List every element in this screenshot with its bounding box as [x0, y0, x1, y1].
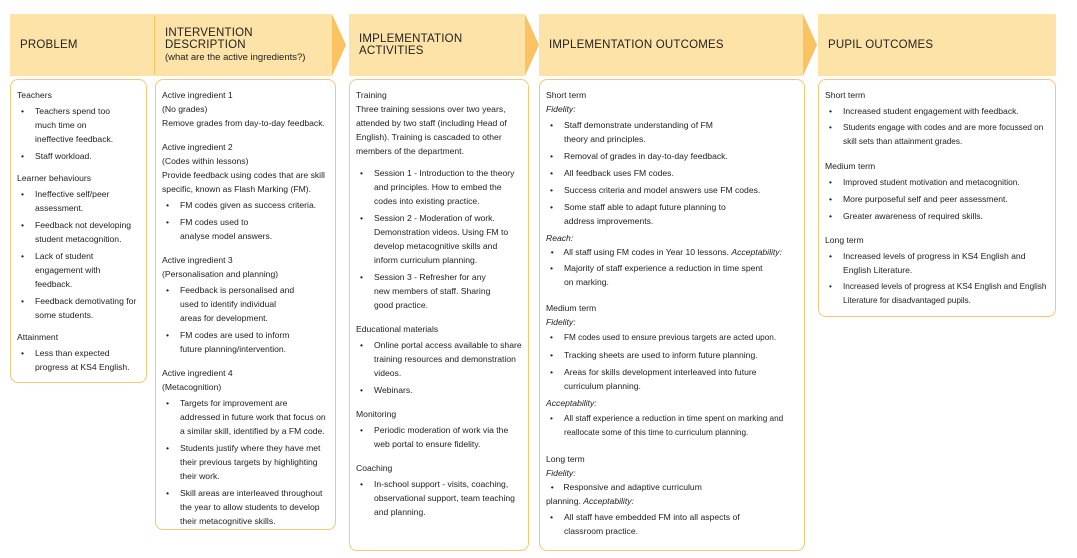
- pupil-medium-list: [825, 175, 1049, 223]
- list-item: • All staff have embedded FM into all aspects of classroom practice.: [546, 510, 798, 538]
- header-title: IMPLEMENTATION OUTCOMES: [549, 39, 724, 51]
- pupil-short-section: [825, 88, 1049, 149]
- arrow-chevron: [332, 14, 346, 76]
- list-item: • Students engage with codes and are more focussed on skill sets than attainment grades.: [825, 121, 1049, 149]
- pupil-outcomes-box: [818, 79, 1056, 317]
- ai4-list: [162, 396, 329, 528]
- list-item: • Students justify where they have met their previous targets by highlighting their work.: [162, 441, 329, 483]
- section-title: Long term: [546, 454, 585, 464]
- pupil-medium-section: [825, 159, 1049, 223]
- list-item: • Greater awareness of required skills.: [825, 209, 1049, 223]
- list-item: • Tracking sheets are used to inform future planning.: [546, 348, 798, 362]
- materials-list: [356, 338, 522, 397]
- acceptability-label: Acceptability:: [546, 398, 597, 408]
- list-item: • All staff experience a reduction in time spent on marking and reallocate some of this time to curriculum planning.: [546, 412, 798, 440]
- section-title: Medium term: [825, 161, 876, 171]
- list-item: • Success criteria and model answers use FM codes.: [546, 183, 798, 197]
- attainment-list: [17, 346, 140, 374]
- coaching-section: [356, 461, 522, 519]
- section-title: Educational materials: [356, 324, 439, 334]
- list-item: • Majority of staff experience a reduction in time spent on marking.: [546, 261, 798, 289]
- impl-long-section: [546, 452, 798, 538]
- header-title: IMPLEMENTATION ACTIVITIES: [359, 33, 463, 57]
- list-item: • Some staff able to adapt future planning to address improvements.: [546, 200, 798, 228]
- header-subtitle: (what are the active ingredients?): [165, 52, 306, 63]
- arrow-chevron: [525, 14, 539, 76]
- section-text: Three training sessions over two years, attended by two staff (including Head of English). Training is cascaded to other members of the department.: [356, 104, 507, 156]
- ai2-list: [162, 198, 329, 243]
- list-item: • Session 3 - Refresher for any new members of staff. Sharing good practice.: [356, 270, 522, 312]
- list-item: • Staff workload.: [17, 149, 140, 163]
- monitoring-list: [356, 423, 522, 451]
- section-title: Coaching: [356, 463, 393, 473]
- list-item: • More purposeful self and peer assessment.: [825, 192, 1049, 206]
- header-activities: [349, 14, 525, 76]
- list-item: • Removal of grades in day-to-day feedback.: [546, 149, 798, 163]
- ai1-section: [162, 88, 329, 130]
- list-item: • Session 2 - Moderation of work. Demonstration videos. Using FM to develop metacognitive skills and inform curriculum planning.: [356, 211, 522, 267]
- intervention-box: [155, 79, 336, 530]
- list-item: • Areas for skills development interleaved into future curriculum planning.: [546, 365, 798, 393]
- section-title: Learner behaviours: [17, 173, 92, 183]
- section-title: Short term: [825, 90, 866, 100]
- header-problem: [10, 14, 154, 76]
- list-item: • Session 1 - Introduction to the theory and principles. How to embed the codes into existing practice.: [356, 166, 522, 208]
- header-title: PROBLEM: [20, 39, 78, 51]
- list-item: • Less than expected progress at KS4 English.: [17, 346, 140, 374]
- impl-outcomes-box: [539, 79, 805, 551]
- list-item: • Increased levels of progress in KS4 English and English Literature.: [825, 249, 1049, 277]
- section-subtitle: (Metacognition): [162, 382, 222, 392]
- section-title: Monitoring: [356, 409, 397, 419]
- list-item: • Online portal access available to share training resources and demonstration videos.: [356, 338, 522, 380]
- problem-box: [10, 79, 147, 383]
- impl-medium-section: [546, 301, 798, 440]
- list-item: • Improved student motivation and metacognition.: [825, 175, 1049, 189]
- list-item: • Feedback not developing student metacognition.: [17, 218, 140, 246]
- list-item: • In-school support - visits, coaching, observational support, team teaching and planning.: [356, 477, 522, 519]
- ai2-section: [162, 140, 329, 243]
- reach-label: Reach:: [546, 233, 574, 243]
- section-text: Remove grades from day-to-day feedback.: [162, 118, 325, 128]
- section-title: Active ingredient 3: [162, 255, 233, 265]
- training-section: [356, 88, 522, 312]
- reach-text: All staff using FM codes in Year 10 lessons.: [563, 247, 729, 257]
- acceptability-label: Acceptability:: [731, 247, 782, 257]
- list-item: • FM codes are used to inform future planning/intervention.: [162, 328, 329, 356]
- fidelity-label: Fidelity:: [546, 468, 576, 478]
- list-item: • Feedback is personalised and used to identify individual areas for development.: [162, 283, 329, 325]
- section-title: Medium term: [546, 303, 597, 313]
- list-item: • Teachers spend too much time on ineffective feedback.: [17, 104, 140, 146]
- list-item: • Staff demonstrate understanding of FM theory and principles.: [546, 118, 798, 146]
- section-subtitle: (Personalisation and planning): [162, 269, 279, 279]
- list-item: • Targets for improvement are addressed in future work that focus on a similar skill, identified by a FM code.: [162, 396, 329, 438]
- section-subtitle: (Codes within lessons): [162, 156, 249, 166]
- header-impl-outcomes: [539, 14, 803, 76]
- materials-section: [356, 322, 522, 397]
- section-title: Active ingredient 2: [162, 142, 233, 152]
- header-title: INTERVENTION DESCRIPTION: [165, 27, 253, 51]
- list-item: • FM codes used to analyse model answers.: [162, 215, 329, 243]
- section-title: Long term: [825, 235, 864, 245]
- list-item: • Increased levels of progress at KS4 English and English Literature for disadvantaged pupils.: [825, 280, 1049, 308]
- ai4-section: [162, 366, 329, 528]
- pupil-short-list: [825, 104, 1049, 149]
- medium-fidelity-list: [546, 331, 798, 393]
- ai3-section: [162, 253, 329, 356]
- list-item: • Ineffective self/peer assessment.: [17, 187, 140, 215]
- section-title: Active ingredient 4: [162, 368, 233, 378]
- impl-short-section: [546, 88, 798, 289]
- learner-section: [17, 171, 140, 322]
- teachers-list: [17, 104, 140, 163]
- list-item: • Periodic moderation of work via the web portal to ensure fidelity.: [356, 423, 522, 451]
- learner-list: [17, 187, 140, 322]
- section-text: Provide feedback using codes that are skill specific, known as Flash Marking (FM).: [162, 170, 325, 194]
- header-pupil-outcomes: [818, 14, 1056, 76]
- list-item: • Webinars.: [356, 383, 522, 397]
- long-fidelity-text: Responsive and adaptive curriculum planning.: [546, 482, 702, 506]
- short-accept-list: [546, 261, 798, 289]
- section-title: Attainment: [17, 332, 59, 342]
- list-item: • Skill areas are interleaved throughout the year to allow students to develop their metacognitive skills.: [162, 486, 329, 528]
- long-accept-list: [546, 510, 798, 538]
- list-item: • FM codes used to ensure previous targets are acted upon.: [546, 331, 798, 345]
- monitoring-section: [356, 407, 522, 451]
- section-title: Short term: [546, 90, 587, 100]
- long-fidelity-row: • Responsive and adaptive curriculum planning. Acceptability:: [546, 482, 702, 506]
- section-title: Training: [356, 90, 387, 100]
- attainment-section: [17, 330, 140, 374]
- reach-row: • All staff using FM codes in Year 10 lessons. Acceptability:: [546, 247, 782, 257]
- fidelity-label: Fidelity:: [546, 104, 576, 114]
- acceptability-label: Acceptability:: [583, 496, 634, 506]
- section-subtitle: (No grades): [162, 104, 208, 114]
- list-item: • Feedback demotivating for some students.: [17, 294, 140, 322]
- list-item: • FM codes given as success criteria.: [162, 198, 329, 212]
- section-title: Teachers: [17, 90, 52, 100]
- list-item: • Increased student engagement with feedback.: [825, 104, 1049, 118]
- header-intervention: [155, 14, 332, 76]
- fidelity-label: Fidelity:: [546, 317, 576, 327]
- list-item: • Lack of student engagement with feedback.: [17, 249, 140, 291]
- pupil-long-section: [825, 233, 1049, 308]
- section-title: Active ingredient 1: [162, 90, 233, 100]
- header-title: PUPIL OUTCOMES: [828, 39, 934, 51]
- medium-accept-list: [546, 412, 798, 440]
- coaching-list: [356, 477, 522, 519]
- teachers-section: [17, 88, 140, 163]
- arrow-chevron: [803, 14, 817, 76]
- training-list: [356, 166, 522, 312]
- list-item: • All feedback uses FM codes.: [546, 166, 798, 180]
- short-fidelity-list: [546, 118, 798, 228]
- pupil-long-list: [825, 249, 1049, 308]
- activities-box: [349, 79, 529, 551]
- ai3-list: [162, 283, 329, 356]
